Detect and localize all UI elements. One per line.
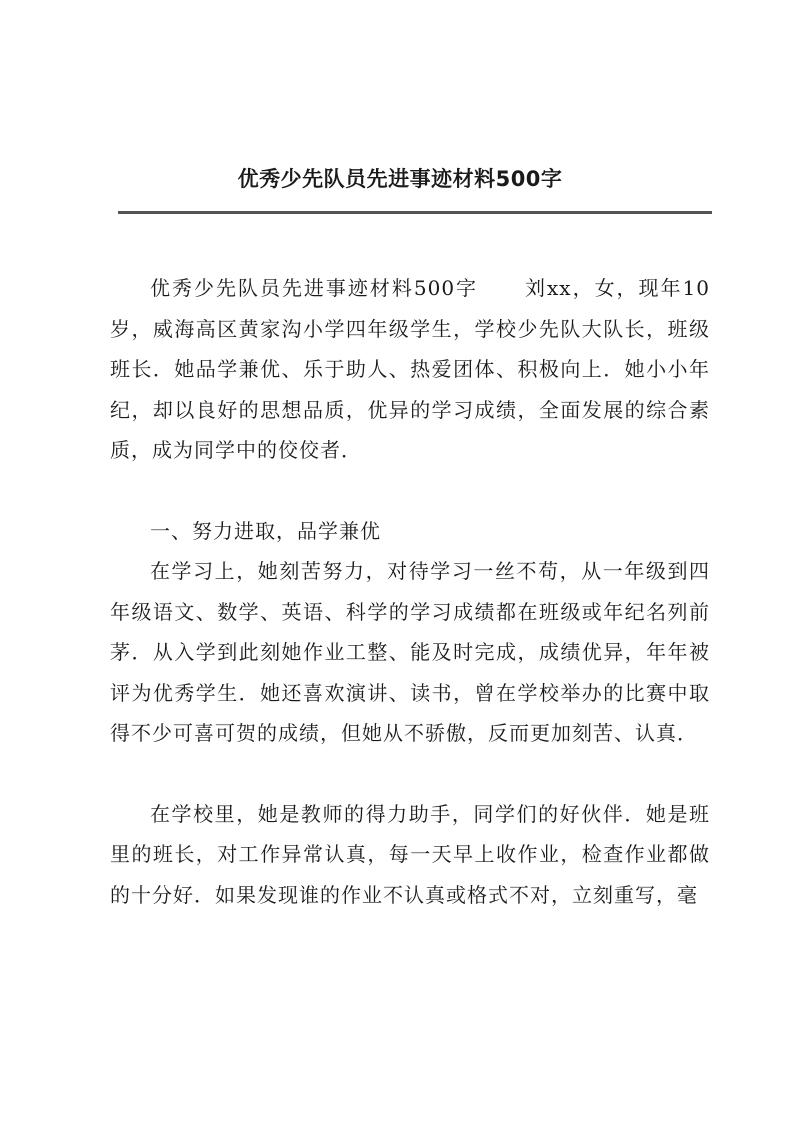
section1-paragraph-2: 在学校里，她是教师的得力助手，同学们的好伙伴．她是班里的班长，对工作异常认真，每一天早上收作业，检查作业都做的十分好．如果发现谁的作业不认真或格式不对，立刻重写，毫 <box>110 801 710 907</box>
document-title: 优秀少先队员先进事迹材料500字 <box>237 167 563 191</box>
intro-title-text: 优秀少先队员先进事迹材料500字 <box>150 276 479 300</box>
section1-paragraph-1: 在学习上，她刻苦努力，对待学习一丝不苟，从一年级到四年级语文、数学、英语、科学的学习成绩都在班级或年纪名列前茅．从入学到此刻她作业工整、能及时完成，成绩优异，年年被评为优秀学生．她还喜欢演讲、读书，曾在学校举办的比赛中取得不少可喜可贺的成绩，但她从不骄傲，反而更加刻苦、认真． <box>110 559 710 745</box>
intro-body-text: 刘xx，女，现年10岁，威海高区黄家沟小学四年级学生，学校少先队大队长，班级班长．她品学兼优、乐于助人、热爱团体、积极向上．她小小年纪，却以良好的思想品质，优异的学习成绩，全面发展的综合素质，成为同学中的佼佼者． <box>110 276 710 462</box>
section-heading-1: 一、努力进取，品学兼优 <box>150 518 381 543</box>
intro-paragraph <box>110 268 710 471</box>
document-body <box>110 268 710 915</box>
title-underline-divider <box>118 211 712 214</box>
